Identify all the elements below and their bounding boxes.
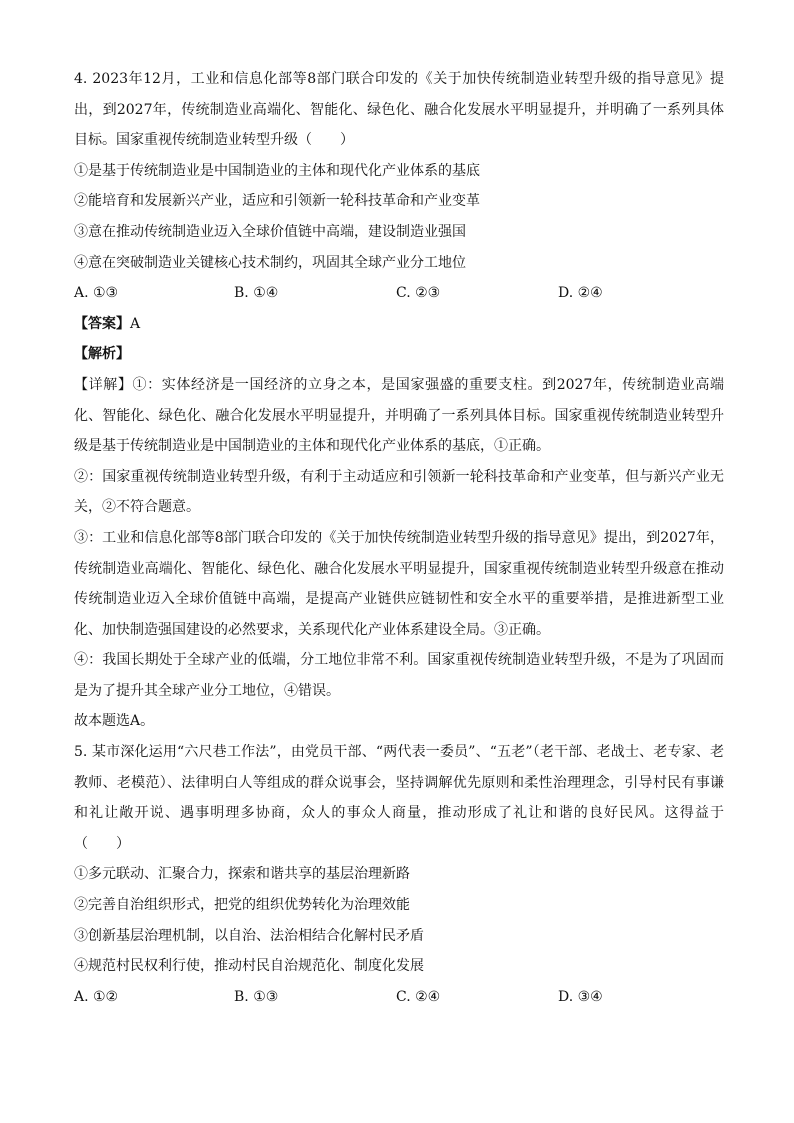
answer-label: 【答案】 — [74, 315, 130, 332]
detail-paragraph-2: ②：国家重视传统制造业转型升级，有利于主动适应和引领新一轮科技革命和产业变革，但与新兴产业无关，②不符合题意。 — [74, 468, 724, 516]
question-5-option-c: C. ②④ — [396, 988, 441, 1005]
detail-paragraph-4: ④：我国长期处于全球产业的低端，分工地位非常不利。国家重视传统制造业转型升级，不是为了巩固而是为了提升其全球产业分工地位，④错误。 — [74, 652, 724, 699]
analysis-label: 【解析】 — [74, 346, 130, 363]
conclusion: 故本题选A。 — [74, 713, 155, 730]
document-page — [74, 64, 724, 1012]
detail-paragraph-1 — [74, 370, 724, 462]
question-5-item-1: ①多元联动、汇聚合力，探索和谐共享的基层治理新路 — [74, 866, 410, 883]
question-5-item-4: ④规范村民权利行使，推动村民自治规范化、制度化发展 — [74, 958, 424, 975]
question-5-options — [74, 982, 724, 1013]
question-4-item-1: ①是基于传统制造业是中国制造业的主体和现代化产业体系的基底 — [74, 162, 480, 179]
analysis-line — [74, 339, 724, 370]
question-4-item-2: ②能培育和发展新兴产业，适应和引领新一轮科技革命和产业变革 — [74, 193, 480, 210]
question-4-option-d: D. ②④ — [558, 285, 603, 302]
question-5-item-3: ③创新基层治理机制，以自治、法治相结合化解村民矛盾 — [74, 927, 424, 944]
question-4-stem: 4. 2023年12月，工业和信息化部等8部门联合印发的《关于加快传统制造业转型升级的指导意见》提出，到2027年，传统制造业高端化、智能化、绿色化、融合化发展水平明显提升，并明确了一系列具体目标。国家重视传统制造业转型升级（ ） — [74, 71, 724, 149]
detail-text-1: ①：实体经济是一国经济的立身之本，是国家强盛的重要支柱。到2027年，传统制造业高端化、智能化、绿色化、融合化发展水平明显提升，并明确了一系列具体目标。国家重视传统制造业转型升级是基于传统制造业是中国制造业的主体和现代化产业体系的基底，①正确。 — [74, 376, 724, 455]
answer-value: A — [130, 315, 141, 332]
question-4-option-c: C. ②③ — [396, 285, 441, 302]
question-4-option-a: A. ①③ — [74, 285, 119, 302]
question-4-item-4: ④意在突破制造业关键核心技术制约，巩固其全球产业分工地位 — [74, 254, 466, 271]
question-4-options — [74, 278, 724, 309]
question-5-option-a: A. ①② — [74, 988, 119, 1005]
question-5-stem: 5. 某市深化运用“六尺巷工作法”，由党员干部、“两代表一委员”、“五老”（老干部、老战士、老专家、老教师、老模范）、法律明白人等组成的群众说事会，坚持调解优先原则和柔性治理理念，引导村民有事谦和礼让敞开说、遇事明理多协商，众人的事众人商量，推动形成了礼让和谐的良好民风。这得益于（ ） — [74, 744, 724, 852]
question-5-item-2: ②完善自治组织形式，把党的组织优势转化为治理效能 — [74, 897, 410, 914]
detail-label: 【详解】 — [74, 376, 133, 393]
detail-paragraph-3: ③：工业和信息化部等8部门联合印发的《关于加快传统制造业转型升级的指导意见》提出，到2027年，传统制造业高端化、智能化、绿色化、融合化发展水平明显提升，国家重视传统制造业转型升级意在推动传统制造业迈入全球价值链中高端，是提高产业链供应链韧性和安全水平的重要举措，是推进新型工业化、加快制造强国建设的必然要求，关系现代化产业体系建设全局。③正确。 — [74, 529, 724, 638]
answer-line — [74, 309, 724, 340]
question-4-option-b: B. ①④ — [234, 285, 279, 302]
question-5-option-b: B. ①③ — [234, 988, 279, 1005]
question-4-item-3: ③意在推动传统制造业迈入全球价值链中高端，建设制造业强国 — [74, 223, 466, 240]
question-5-option-d: D. ③④ — [558, 988, 603, 1005]
